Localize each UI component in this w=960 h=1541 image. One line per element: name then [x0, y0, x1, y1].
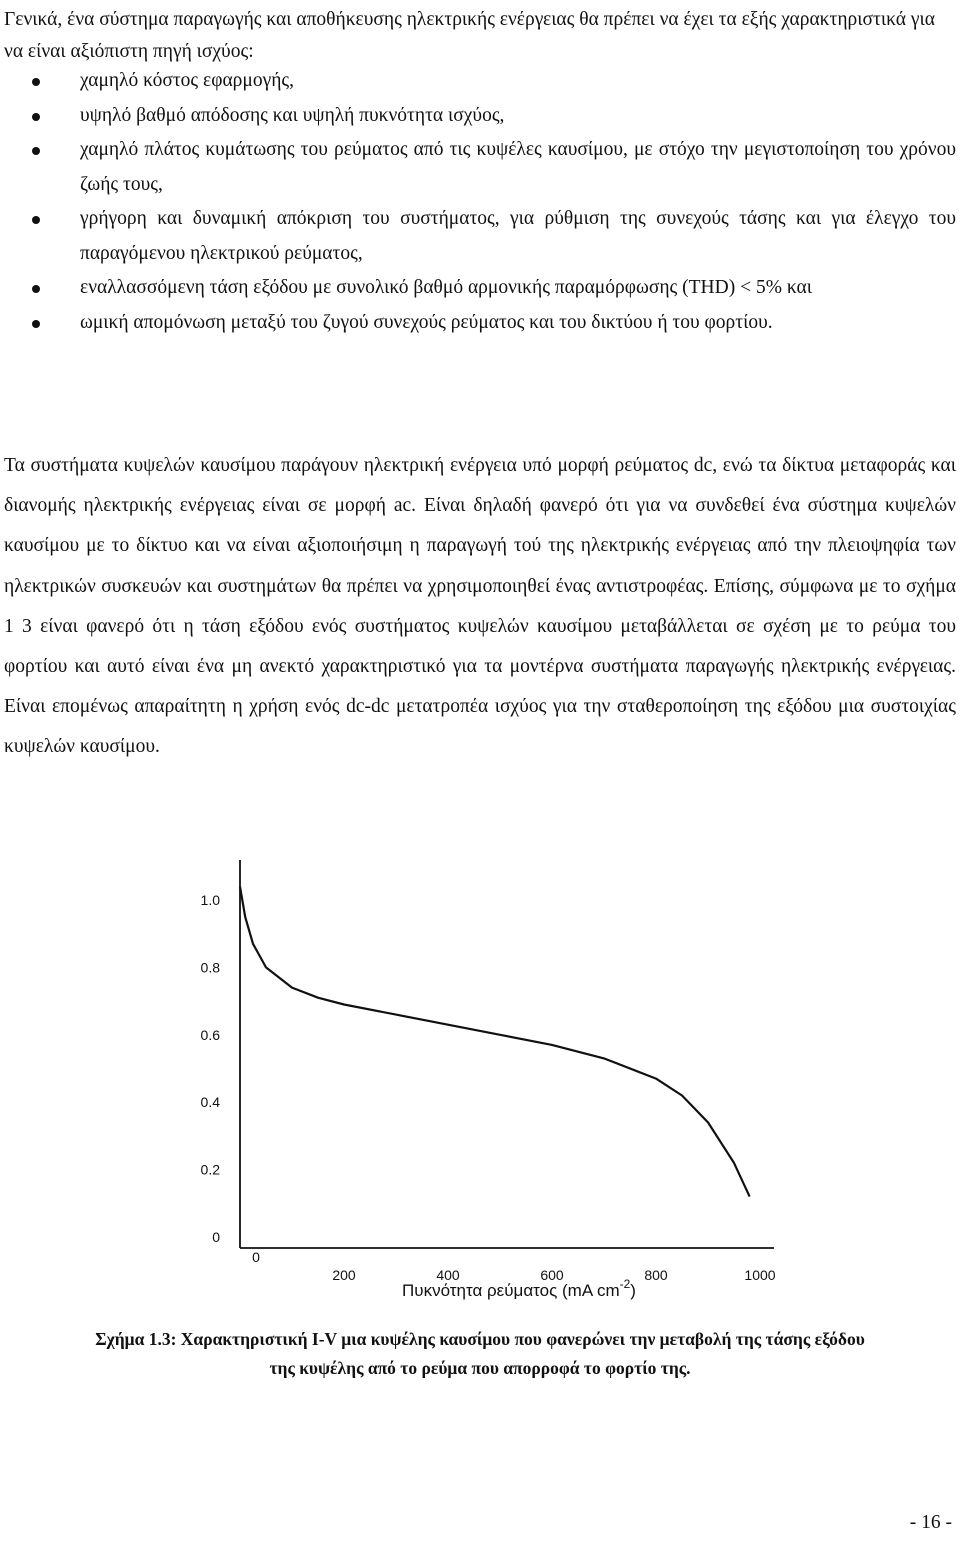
list-item: χαμηλό κόστος εφαρμογής, — [4, 64, 956, 99]
x-tick-labels — [252, 1249, 776, 1283]
intro-paragraph: Γενικά, ένα σύστημα παραγωγής και αποθήκευσης ηλεκτρικής ενέργειας θα πρέπει να έχει τα εξής χαρακτηριστικά για να είναι αξιόπιστη πηγή ισχύος: — [4, 9, 935, 62]
bullet-icon — [32, 78, 40, 86]
y-tick-label: 0.4 — [200, 1094, 220, 1111]
bullet-icon — [32, 147, 40, 155]
chart-series — [240, 887, 750, 1197]
iv-curve-figure — [4, 850, 956, 1320]
y-tick-label: 0.6 — [200, 1026, 220, 1043]
list-item: ωμική απομόνωση μεταξύ του ζυγού συνεχούς ρεύματος και του δικτύου ή του φορτίου. — [4, 306, 956, 341]
list-item: εναλλασσόμενη τάση εξόδου με συνολικό βαθμό αρμονικής παραμόρφωσης (THD) < 5% και — [4, 271, 956, 306]
x-axis-label-exponent: -2 — [619, 1277, 631, 1291]
requirements-list — [4, 64, 956, 340]
chart-axes — [240, 860, 774, 1248]
y-tick-label: 0.8 — [200, 959, 220, 976]
caption-line-1: Χαρακτηριστική I-V μια κυψέλης καυσίμου που φανερώνει την μεταβολή της τάσης εξόδου — [180, 1329, 865, 1349]
list-item: χαμηλό πλάτος κυμάτωσης του ρεύματος από τις κυψέλες καυσίμου, με στόχο την μεγιστοποίηση του χρόνου ζωής τους, — [4, 133, 956, 202]
x-tick-label: 200 — [332, 1267, 356, 1283]
bullet-icon — [32, 216, 40, 224]
figure-caption — [4, 1325, 956, 1383]
bullet-icon — [32, 113, 40, 121]
y-tick-label: 0 — [212, 1229, 220, 1245]
x-tick-label: 800 — [644, 1267, 668, 1283]
list-item: υψηλό βαθμό απόδοσης και υψηλή πυκνότητα ισχύος, — [4, 99, 956, 134]
body-paragraph: Τα συστήματα κυψελών καυσίμου παράγουν ηλεκτρική ενέργεια υπό μορφή ρεύματος dc, ενώ τα δίκτυα μεταφοράς και διανομής ηλεκτρικής ενέργειας είναι σε μορφή ac. Είναι δηλαδή φανερό ότι για να συνδεθεί ένα σύστημα κυψελών καυσίμου με το δίκτυο και να είναι αξιοποιήσιμη η παραγωγή τού της ηλεκτρικής ενέργειας από την πλειοψηφία των ηλεκτρικών συσκευών και συστημάτων θα πρέπει να χρησιμοποιηθεί ένας αντιστροφέας. Επίσης, σύμφωνα με το σχήμα 1 3 είναι φανερό ότι η τάση εξόδου ενός συστήματος κυψελών καυσίμου μεταβάλλεται σε σχέση με το ρεύμα του φορτίου και αυτό είναι ένα μη ανεκτό χαρακτηριστικό για τα μοντέρνα συστήματα παραγωγής ηλεκτρικής ενέργειας. Είναι επομένως απαραίτητη η χρήση ενός dc-dc μετατροπέα ισχύος για την σταθεροποίηση της εξόδου μια συστοιχίας κυψελών καυσίμου. — [4, 455, 956, 758]
caption-line-2: της κυψέλης από το ρεύμα που απορροφά το φορτίο της. — [269, 1358, 691, 1378]
bullet-icon — [32, 285, 40, 293]
y-tick-labels — [201, 892, 221, 1245]
x-tick-label: 1000 — [744, 1267, 776, 1283]
x-tick-label: 400 — [436, 1267, 460, 1283]
page-number: - 16 - — [909, 1512, 952, 1533]
x-axis-label: Πυκνότητα ρεύματος (mA $cm^{-2}$) — [402, 1277, 636, 1300]
y-tick-label: 1.0 — [200, 892, 220, 908]
iv-curve-chart — [4, 850, 956, 1320]
list-item: γρήγορη και δυναμική απόκριση του συστήματος, για ρύθμιση της συνεχούς τάσης και για έλεγχο του παραγόμενου ηλεκτρικού ρεύματος, — [4, 202, 956, 271]
x-tick-label: 0 — [252, 1249, 260, 1265]
y-tick-label: 0.2 — [200, 1161, 220, 1178]
x-tick-label: 600 — [540, 1267, 564, 1283]
bullet-icon — [32, 320, 40, 328]
caption-label: Σχήμα 1.3: — [95, 1329, 177, 1349]
series-line — [240, 887, 750, 1197]
